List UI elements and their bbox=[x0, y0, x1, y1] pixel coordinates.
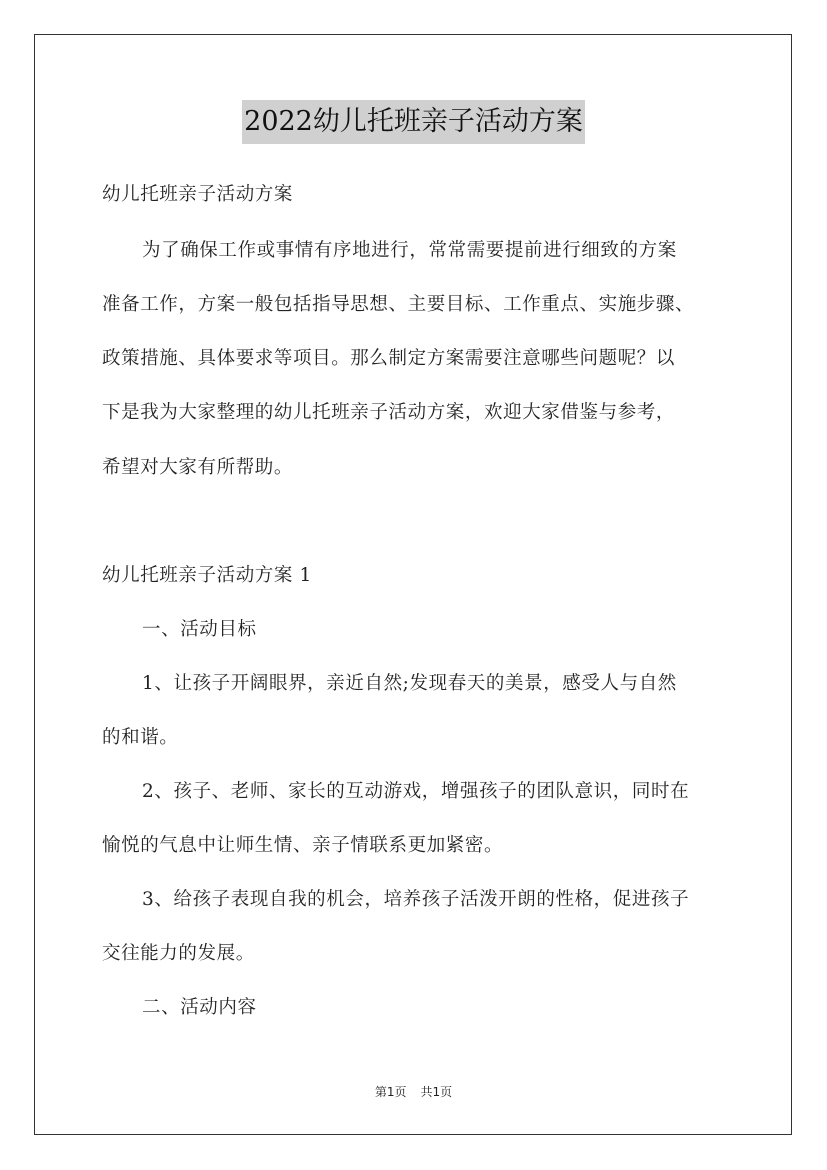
goal-2-line-2: 愉悦的气息中让师生情、亲子情联系更加紧密。 bbox=[102, 835, 504, 856]
heading-goals: 一、活动目标 bbox=[142, 619, 257, 640]
section-title: 幼儿托班亲子活动方案 1 bbox=[102, 565, 312, 586]
goal-1-line-2: 的和谐。 bbox=[102, 727, 179, 748]
intro-line-5: 希望对大家有所帮助。 bbox=[102, 457, 294, 478]
document-title: 2022幼儿托班亲子活动方案 bbox=[242, 100, 585, 144]
intro-line-1: 为了确保工作或事情有序地进行，常常需要提前进行细致的方案 bbox=[142, 240, 677, 261]
intro-line-3: 政策措施、具体要求等项目。那么制定方案需要注意哪些问题呢？以 bbox=[102, 348, 676, 369]
intro-line-4: 下是我为大家整理的幼儿托班亲子活动方案，欢迎大家借鉴与参考， bbox=[102, 402, 676, 423]
goal-2-line-1: 2、孩子、老师、家长的互动游戏，增强孩子的团队意识，同时在 bbox=[142, 781, 690, 802]
heading-content: 二、活动内容 bbox=[142, 997, 257, 1018]
page-number: 第1页 bbox=[374, 1085, 407, 1099]
page-count: 共1页 bbox=[420, 1085, 453, 1099]
title-container bbox=[0, 100, 827, 144]
goal-1-line-1: 1、让孩子开阔眼界，亲近自然;发现春天的美景，感受人与自然 bbox=[142, 673, 677, 694]
goal-3-line-2: 交往能力的发展。 bbox=[102, 943, 255, 964]
intro-line-2: 准备工作，方案一般包括指导思想、主要目标、工作重点、实施步骤、 bbox=[102, 294, 695, 315]
document-subtitle: 幼儿托班亲子活动方案 bbox=[102, 184, 294, 205]
goal-3-line-1: 3、给孩子表现自我的机会，培养孩子活泼开朗的性格，促进孩子 bbox=[142, 889, 690, 910]
page-footer bbox=[0, 1083, 827, 1100]
